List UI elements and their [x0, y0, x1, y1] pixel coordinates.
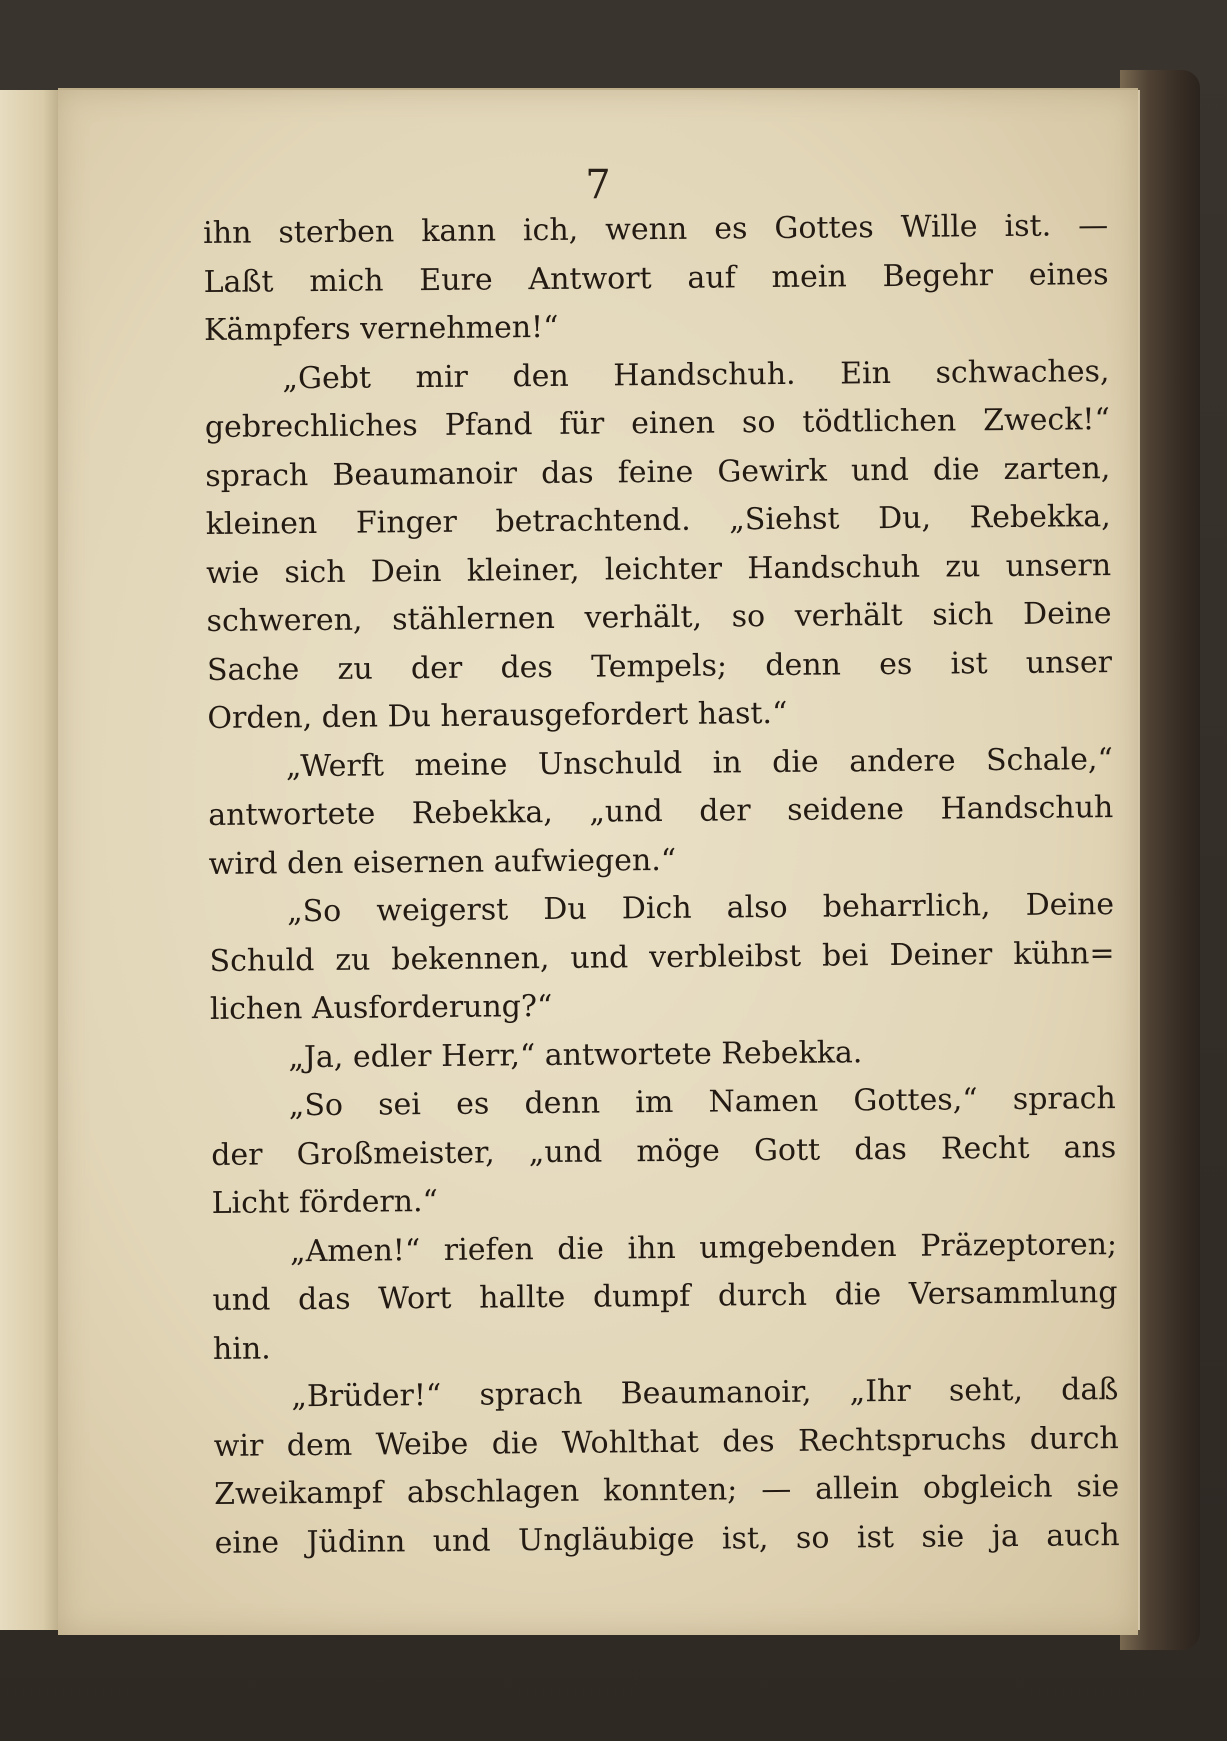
text-line: wie sich Dein kleiner, leichter Handschuh zu unsern — [206, 547, 1112, 591]
text-line: der Großmeister, „und möge Gott das Recht ans — [211, 1129, 1117, 1173]
text-line: „Gebt mir den Handschuh. Ein schwaches, — [282, 353, 1110, 396]
text-line: lichen Ausforderung?“ — [209, 988, 553, 1027]
text-line: und das Wort hallte dumpf durch die Versammlung — [212, 1275, 1118, 1318]
text-line: sprach Beaumanoir das feine Gewirk und die zarten, — [205, 450, 1111, 494]
text-line: Schuld zu bekennen, und verbleibst bei Deiner kühn= — [209, 935, 1115, 979]
text-line: eine Jüdinn und Ungläubige ist, so ist sie ja auch — [214, 1517, 1120, 1561]
page-number: 7 — [585, 162, 611, 208]
text-line: Sache zu der des Tempels; denn es ist unser — [206, 644, 1113, 688]
text-line: antwortete Rebekka, „und der seidene Handschuh — [208, 790, 1114, 833]
text-line: gebrechliches Pfand für einen so tödtlichen Zweck!“ — [204, 402, 1111, 445]
text-line: ihn sterben kann ich, wenn es Gottes Wille ist. — — [203, 208, 1109, 251]
text-line: „So weigerst Du Dich also beharrlich, Deine — [286, 887, 1115, 930]
text-line: Laßt mich Eure Antwort auf mein Begehr eines — [203, 256, 1109, 300]
previous-page-edge — [0, 90, 64, 1630]
page-body-text — [203, 202, 1120, 1568]
text-line: wird den eisernen aufwiegen.“ — [208, 842, 677, 882]
text-line: Orden, den Du herausgefordert hast.“ — [207, 695, 788, 736]
text-line: „So sei es denn im Namen Gottes,“ sprach — [288, 1081, 1116, 1124]
text-line: „Brüder!“ sprach Beaumanoir, „Ihr seht, daß — [291, 1372, 1119, 1415]
text-line: Zweikampf abschlagen konnten; — allein obgleich sie — [214, 1469, 1120, 1512]
text-line: schweren, stählernen verhält, so verhält sich Deine — [206, 596, 1112, 639]
text-line: hin. — [212, 1330, 271, 1367]
book-page — [58, 88, 1138, 1635]
text-line: kleinen Finger betrachtend. „Siehst Du, Rebekka, — [205, 499, 1111, 542]
text-line: Licht fördern.“ — [211, 1183, 439, 1221]
text-line: „Werft meine Unschuld in die andere Schale,“ — [285, 741, 1113, 784]
text-line: „Amen!“ riefen die ihn umgebenden Präzeptoren; — [289, 1226, 1118, 1269]
text-line: „Ja, edler Herr,“ antwortete Rebekka. — [288, 1034, 863, 1075]
text-line: Kämpfers vernehmen!“ — [203, 309, 559, 348]
text-line: wir dem Weibe die Wohlthat des Rechtspruchs durch — [213, 1420, 1119, 1464]
